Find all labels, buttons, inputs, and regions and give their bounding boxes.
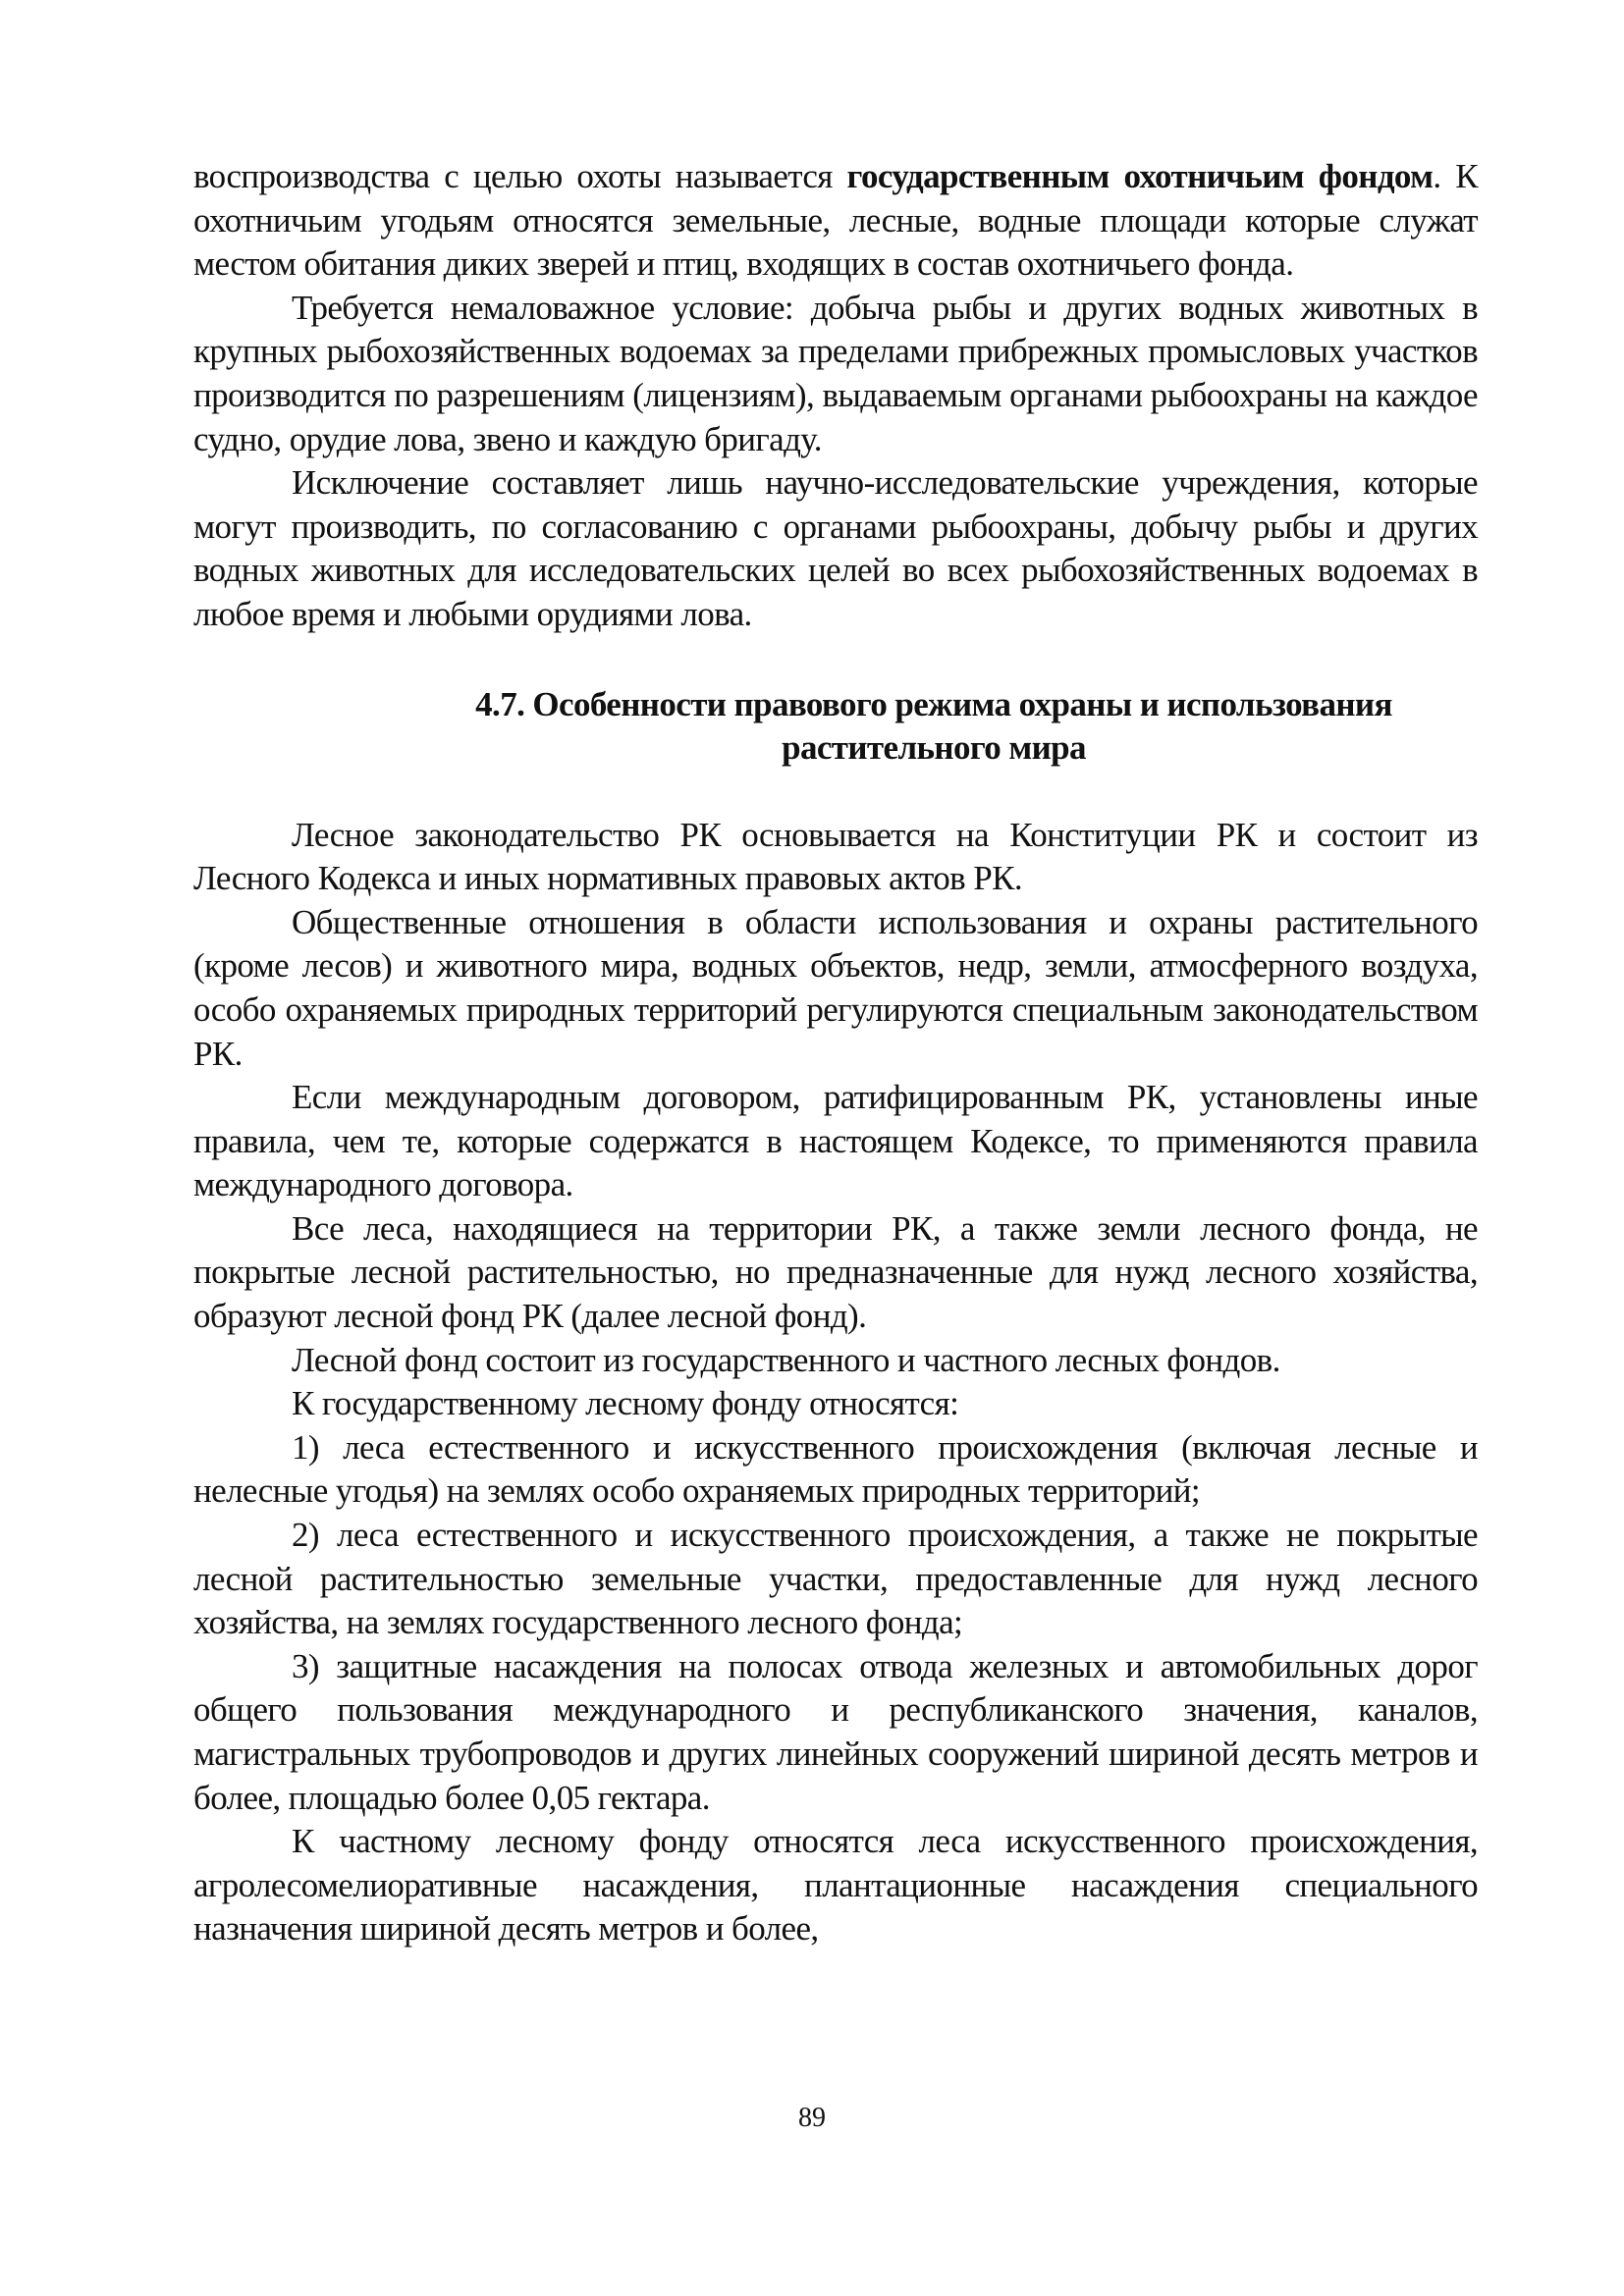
section-heading-line-2: растительного мира — [782, 727, 1086, 767]
paragraph-forest-fund-composition: Лесной фонд состоит из государственного и частного лесных фондов. — [292, 1340, 1280, 1379]
paragraph-forest-legislation: Лесное законодательство РК основывается на Конституции РК и состоит из Лесного Кодекса и иных нормативных правовых актов РК. — [193, 815, 1478, 898]
section-heading — [193, 683, 1478, 770]
paragraph-text: . К охотничьим угодьям относятся земельные, лесные, водные площади которые служат местом обитания диких зверей и птиц, входящих в состав охотничьего фонда. — [193, 157, 1479, 284]
paragraph-research-exception: Исключение составляет лишь научно-исследовательские учреждения, которые могут производить, по согласованию с органами рыбоохраны, добычу рыбы и других водных животных для исследовательских целей во всех рыбохозяйственных водоемах в любое время и любыми орудиями лова. — [193, 463, 1478, 633]
paragraph-fishing-license: Требуется немаловажное условие: добыча рыбы и других водных животных в крупных рыбохозяйственных водоемах за пределами прибрежных промысловых участков производится по разрешениям (лицензиям), выдаваемым органами рыбоохраны на каждое судно, орудие лова, звено и каждую бригаду. — [193, 288, 1478, 458]
list-item-2: 2) леса естественного и искусственного происхождения, а также не покрытые лесной растительностью земельные участки, предоставленные для нужд лесного хозяйства, на землях государственного лесного фонда; — [193, 1516, 1478, 1642]
continuation-paragraph — [193, 155, 1478, 287]
bold-term: государственным охотничьим фондом — [846, 157, 1434, 195]
paragraph-private-fund: К частному лесному фонду относятся леса искусственного происхождения, агролесомелиоративные насаждения, плантационные насаждения специального назначения шириной десять метров и более, — [193, 1822, 1478, 1949]
page-number: 89 — [798, 2103, 826, 2133]
paragraph-text: воспроизводства с целью охоты называется — [193, 157, 847, 195]
list-item-1: 1) леса естественного и искусственного происхождения (включая лесные и нелесные угодья) на землях особо охраняемых природных территорий; — [193, 1427, 1478, 1511]
section-heading-line-1: 4.7. Особенности правового режима охраны и использования — [475, 684, 1392, 723]
paragraph-public-relations: Общественные отношения в области использования и охраны растительного (кроме лесов) и животного мира, водных объектов, недр, земли, атмосферного воздуха, особо охраняемых природных территорий регулируются специальным законодательством РК. — [193, 902, 1478, 1073]
paragraph-international-treaty: Если международным договором, ратифицированным РК, установлены иные правила, чем те, которые содержатся в настоящем Кодексе, то применяются правила международного договора. — [193, 1078, 1478, 1204]
list-item-3: 3) защитные насаждения на полосах отвода железных и автомобильных дорог общего пользования международного и республиканского значения, каналов, магистральных трубопроводов и других линейных сооружений шириной десять метров и более, площадью более 0,05 гектара. — [193, 1646, 1478, 1817]
document-page — [193, 155, 1478, 1951]
paragraph-state-fund-intro: К государственному лесному фонду относятся: — [292, 1384, 959, 1423]
paragraph-forest-fund-definition: Все леса, находящиеся на территории РК, а также земли лесного фонда, не покрытые лесной растительностью, но предназначенные для нужд лесного хозяйства, образуют лесной фонд РК (далее лесной фонд). — [193, 1208, 1478, 1336]
